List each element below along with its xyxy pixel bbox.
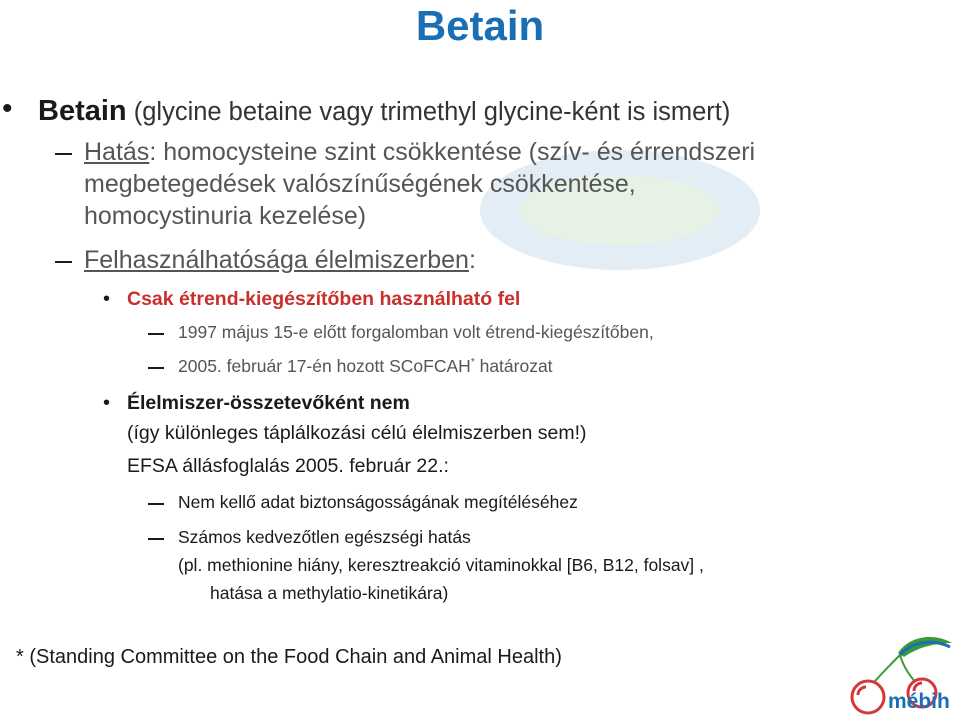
slide-title: Betain	[415, 2, 545, 49]
sub1-item-2-tail: határozat	[474, 356, 553, 376]
sub2-item-2-cont-2: hatása a methylatio-kinetikára)	[210, 583, 449, 603]
sub2-item-2: Számos kedvezőtlen egészségi hatás	[178, 527, 471, 547]
dash-marker	[148, 503, 164, 505]
hatas-colon: :	[149, 138, 157, 166]
bullet-betain	[38, 95, 730, 128]
footnote-marker: *	[470, 357, 475, 369]
sub1-item-1: 1997 május 15-e előtt forgalomban volt étrend-kiegészítőben,	[178, 322, 654, 342]
dash-marker	[55, 153, 72, 155]
sub2-line-2: (így különleges táplálkozási célú élelmiszerben sem!)	[127, 422, 587, 444]
sub2-line-3: EFSA állásfoglalás 2005. február 22.:	[127, 455, 449, 477]
felhasznalhatosag-colon: :	[468, 246, 476, 274]
sub2-item-1: Nem kellő adat biztonságosságának megítéléséhez	[178, 492, 578, 512]
hatas-label: Hatás	[84, 138, 150, 166]
footnote: * (Standing Committee on the Food Chain and Animal Health)	[16, 646, 562, 668]
dash-marker	[148, 367, 164, 369]
sub2-item-2-cont-1: (pl. methionine hiány, keresztreakció vitaminokkal [B6, B12, folsav] ,	[178, 555, 704, 575]
sub1-item-2	[178, 356, 553, 377]
betain-term: Betain	[38, 95, 127, 127]
bullet-dot: •	[103, 392, 111, 414]
bullet-dot: •	[103, 288, 111, 310]
sub2-heading: Élelmiszer-összetevőként nem	[127, 392, 410, 414]
hatas-line	[84, 138, 755, 167]
dash-marker	[55, 261, 72, 263]
sub1-heading: Csak étrend-kiegészítőben használható fel	[127, 288, 521, 310]
felhasznalhatosag-label: Felhasználhatósága élelmiszerben	[84, 246, 469, 274]
logo-text: mébih	[888, 690, 950, 713]
bullet-dot: •	[2, 92, 13, 125]
betain-desc: (glycine betaine vagy trimethyl glycine-ként is ismert)	[126, 98, 731, 126]
sub1-item-2-text: 2005. február 17-én hozott SCoFCAH	[178, 356, 471, 376]
hatas-text-1: homocysteine szint csökkentése (szív- és érrendszeri	[156, 138, 756, 166]
dash-marker	[148, 333, 164, 335]
dash-marker	[148, 538, 164, 540]
felhasznalhatosag-line	[84, 246, 476, 275]
hatas-text-3: homocystinuria kezelése)	[84, 202, 367, 230]
hatas-text-2: megbetegedések valószínűségének csökkentése,	[84, 170, 636, 198]
